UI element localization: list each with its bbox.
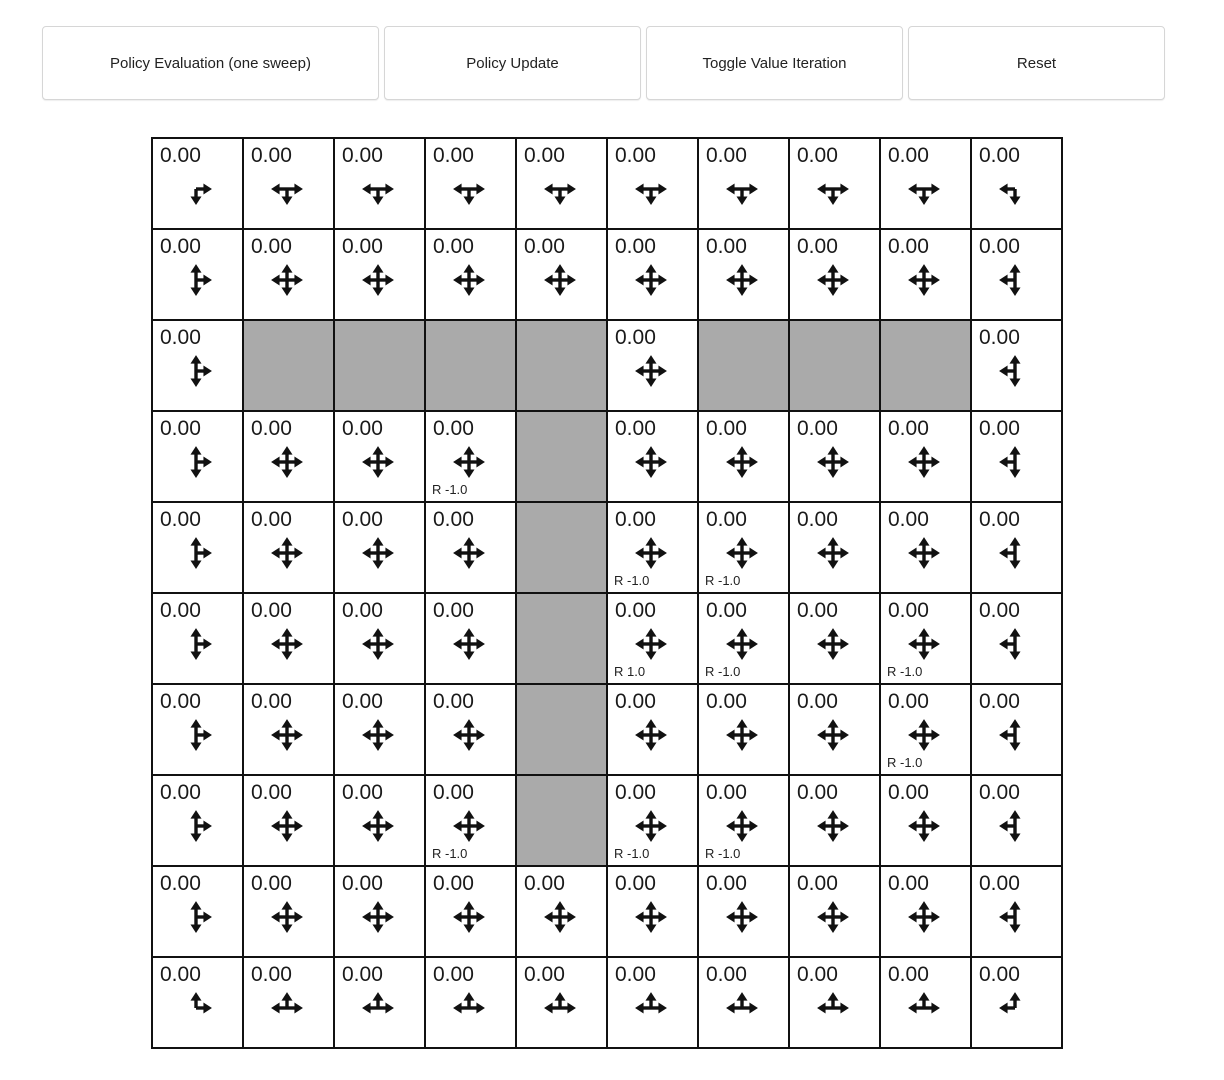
grid-cell[interactable]: [608, 321, 699, 412]
cell-value: 0.00: [433, 144, 474, 167]
grid-cell[interactable]: [335, 594, 426, 685]
grid-cell[interactable]: [790, 594, 881, 685]
grid-cell[interactable]: [972, 685, 1063, 776]
cell-value: 0.00: [797, 508, 838, 531]
grid-cell[interactable]: [244, 503, 335, 594]
cell-value: 0.00: [888, 963, 929, 986]
policy-arrows-icon: [998, 172, 1032, 206]
cell-value: 0.00: [251, 690, 292, 713]
policy-arrows-icon: [270, 900, 304, 934]
cell-value: 0.00: [160, 235, 201, 258]
policy-arrows-icon: [725, 536, 759, 570]
cell-value: 0.00: [160, 963, 201, 986]
policy-arrows-icon: [543, 172, 577, 206]
cell-value: 0.00: [342, 690, 383, 713]
policy-arrows-icon: [998, 263, 1032, 297]
policy-arrows-icon: [179, 354, 213, 388]
wall-cell: [517, 503, 608, 594]
grid-cell[interactable]: [972, 503, 1063, 594]
cell-value: 0.00: [615, 417, 656, 440]
policy-arrows-icon: [816, 172, 850, 206]
policy-arrows-icon: [816, 809, 850, 843]
cell-value: 0.00: [251, 599, 292, 622]
cell-value: 0.00: [797, 781, 838, 804]
grid-cell[interactable]: [699, 503, 790, 594]
grid-cell[interactable]: [699, 776, 790, 867]
cell-value: 0.00: [888, 781, 929, 804]
cell-value: 0.00: [160, 417, 201, 440]
grid-cell[interactable]: [699, 230, 790, 321]
policy-arrows-icon: [452, 536, 486, 570]
cell-reward: R 1.0: [614, 664, 646, 679]
grid-cell[interactable]: [153, 321, 244, 412]
policy-arrows-icon: [179, 809, 213, 843]
policy-arrows-icon: [270, 445, 304, 479]
policy-arrows-icon: [634, 627, 668, 661]
cell-value: 0.00: [160, 508, 201, 531]
policy-arrows-icon: [725, 900, 759, 934]
grid-cell[interactable]: [335, 958, 426, 1049]
cell-value: 0.00: [706, 235, 747, 258]
grid-cell[interactable]: [426, 958, 517, 1049]
policy-arrows-icon: [634, 809, 668, 843]
toolbar: [42, 26, 1165, 100]
grid-cell[interactable]: [244, 685, 335, 776]
policy-evaluation-button[interactable]: Policy Evaluation (one sweep): [42, 26, 379, 100]
cell-value: 0.00: [706, 781, 747, 804]
policy-arrows-icon: [907, 809, 941, 843]
grid-cell[interactable]: [699, 139, 790, 230]
policy-arrows-icon: [998, 718, 1032, 752]
wall-cell: [517, 685, 608, 776]
grid-cell[interactable]: [426, 230, 517, 321]
reset-button[interactable]: Reset: [908, 26, 1165, 100]
grid-cell[interactable]: [153, 685, 244, 776]
policy-arrows-icon: [907, 991, 941, 1025]
cell-value: 0.00: [251, 235, 292, 258]
grid-cell[interactable]: [699, 867, 790, 958]
cell-value: 0.00: [160, 690, 201, 713]
grid-cell[interactable]: [790, 139, 881, 230]
cell-value: 0.00: [979, 235, 1020, 258]
grid-cell[interactable]: [881, 412, 972, 503]
grid-cell[interactable]: [790, 685, 881, 776]
cell-reward: R -1.0: [432, 846, 468, 861]
cell-value: 0.00: [706, 872, 747, 895]
cell-value: 0.00: [251, 781, 292, 804]
policy-arrows-icon: [270, 718, 304, 752]
policy-arrows-icon: [270, 536, 304, 570]
cell-value: 0.00: [342, 963, 383, 986]
cell-value: 0.00: [524, 872, 565, 895]
gridworld-grid: [151, 137, 1063, 1049]
grid-cell[interactable]: [153, 594, 244, 685]
policy-arrows-icon: [725, 718, 759, 752]
cell-value: 0.00: [888, 235, 929, 258]
cell-value: 0.00: [524, 235, 565, 258]
cell-value: 0.00: [797, 963, 838, 986]
grid-cell[interactable]: [608, 412, 699, 503]
grid-cell[interactable]: [426, 776, 517, 867]
policy-arrows-icon: [998, 900, 1032, 934]
policy-arrows-icon: [361, 809, 395, 843]
wall-cell: [517, 321, 608, 412]
policy-arrows-icon: [543, 263, 577, 297]
policy-arrows-icon: [634, 900, 668, 934]
cell-value: 0.00: [433, 235, 474, 258]
cell-reward: R -1.0: [887, 664, 923, 679]
policy-arrows-icon: [816, 445, 850, 479]
policy-arrows-icon: [179, 991, 213, 1025]
policy-arrows-icon: [270, 991, 304, 1025]
policy-arrows-icon: [179, 627, 213, 661]
grid-cell[interactable]: [699, 594, 790, 685]
policy-arrows-icon: [907, 445, 941, 479]
cell-value: 0.00: [615, 235, 656, 258]
grid-cell[interactable]: [699, 958, 790, 1049]
policy-arrows-icon: [998, 991, 1032, 1025]
policy-arrows-icon: [452, 991, 486, 1025]
policy-arrows-icon: [816, 627, 850, 661]
policy-arrows-icon: [361, 263, 395, 297]
wall-cell: [426, 321, 517, 412]
cell-value: 0.00: [979, 690, 1020, 713]
policy-arrows-icon: [452, 718, 486, 752]
cell-value: 0.00: [342, 144, 383, 167]
grid-cell[interactable]: [699, 685, 790, 776]
policy-arrows-icon: [361, 536, 395, 570]
grid-cell[interactable]: [153, 139, 244, 230]
cell-value: 0.00: [979, 508, 1020, 531]
cell-value: 0.00: [615, 872, 656, 895]
cell-value: 0.00: [342, 781, 383, 804]
wall-cell: [699, 321, 790, 412]
cell-value: 0.00: [797, 690, 838, 713]
cell-value: 0.00: [615, 326, 656, 349]
cell-value: 0.00: [342, 417, 383, 440]
policy-arrows-icon: [452, 627, 486, 661]
policy-arrows-icon: [452, 445, 486, 479]
policy-arrows-icon: [634, 263, 668, 297]
cell-value: 0.00: [342, 872, 383, 895]
grid-cell[interactable]: [335, 503, 426, 594]
cell-reward: R -1.0: [432, 482, 468, 497]
grid-cell[interactable]: [517, 139, 608, 230]
cell-value: 0.00: [251, 508, 292, 531]
policy-arrows-icon: [179, 445, 213, 479]
cell-value: 0.00: [615, 781, 656, 804]
cell-value: 0.00: [979, 144, 1020, 167]
grid-cell[interactable]: [153, 503, 244, 594]
cell-value: 0.00: [706, 599, 747, 622]
grid-cell[interactable]: [426, 503, 517, 594]
grid-cell[interactable]: [790, 503, 881, 594]
policy-arrows-icon: [998, 809, 1032, 843]
cell-value: 0.00: [251, 417, 292, 440]
cell-value: 0.00: [706, 508, 747, 531]
grid-cell[interactable]: [972, 867, 1063, 958]
cell-reward: R -1.0: [887, 755, 923, 770]
cell-value: 0.00: [160, 872, 201, 895]
cell-value: 0.00: [888, 872, 929, 895]
policy-arrows-icon: [543, 991, 577, 1025]
cell-value: 0.00: [251, 872, 292, 895]
grid-cell[interactable]: [881, 503, 972, 594]
policy-arrows-icon: [452, 263, 486, 297]
cell-value: 0.00: [251, 144, 292, 167]
cell-value: 0.00: [342, 599, 383, 622]
policy-arrows-icon: [907, 263, 941, 297]
grid-cell[interactable]: [244, 139, 335, 230]
policy-arrows-icon: [816, 718, 850, 752]
policy-arrows-icon: [361, 718, 395, 752]
cell-value: 0.00: [797, 417, 838, 440]
cell-value: 0.00: [433, 781, 474, 804]
cell-value: 0.00: [615, 963, 656, 986]
grid-cell[interactable]: [517, 958, 608, 1049]
policy-arrows-icon: [452, 172, 486, 206]
grid-cell[interactable]: [608, 230, 699, 321]
cell-value: 0.00: [797, 235, 838, 258]
cell-value: 0.00: [433, 963, 474, 986]
wall-cell: [790, 321, 881, 412]
policy-arrows-icon: [907, 718, 941, 752]
wall-cell: [517, 412, 608, 503]
cell-reward: R -1.0: [614, 846, 650, 861]
cell-value: 0.00: [615, 144, 656, 167]
cell-value: 0.00: [797, 872, 838, 895]
policy-update-button[interactable]: Policy Update: [384, 26, 641, 100]
policy-arrows-icon: [179, 536, 213, 570]
policy-arrows-icon: [270, 627, 304, 661]
policy-arrows-icon: [179, 900, 213, 934]
policy-arrows-icon: [634, 718, 668, 752]
cell-value: 0.00: [706, 417, 747, 440]
policy-arrows-icon: [361, 627, 395, 661]
grid-cell[interactable]: [972, 958, 1063, 1049]
policy-arrows-icon: [725, 172, 759, 206]
grid-cell[interactable]: [881, 776, 972, 867]
grid-cell[interactable]: [244, 776, 335, 867]
grid-cell[interactable]: [881, 230, 972, 321]
cell-value: 0.00: [160, 599, 201, 622]
policy-arrows-icon: [816, 263, 850, 297]
grid-cell[interactable]: [972, 230, 1063, 321]
grid-cell[interactable]: [244, 958, 335, 1049]
cell-reward: R -1.0: [614, 573, 650, 588]
policy-arrows-icon: [907, 172, 941, 206]
cell-value: 0.00: [979, 781, 1020, 804]
cell-value: 0.00: [797, 144, 838, 167]
policy-arrows-icon: [998, 445, 1032, 479]
policy-arrows-icon: [634, 991, 668, 1025]
grid-cell[interactable]: [244, 594, 335, 685]
policy-arrows-icon: [634, 536, 668, 570]
grid-cell[interactable]: [426, 594, 517, 685]
cell-value: 0.00: [433, 690, 474, 713]
policy-arrows-icon: [725, 445, 759, 479]
policy-arrows-icon: [270, 809, 304, 843]
cell-value: 0.00: [706, 963, 747, 986]
grid-cell[interactable]: [972, 321, 1063, 412]
policy-arrows-icon: [179, 718, 213, 752]
policy-arrows-icon: [270, 263, 304, 297]
cell-value: 0.00: [433, 417, 474, 440]
policy-arrows-icon: [270, 172, 304, 206]
grid-cell[interactable]: [608, 867, 699, 958]
cell-value: 0.00: [979, 599, 1020, 622]
grid-cell[interactable]: [153, 776, 244, 867]
cell-value: 0.00: [979, 326, 1020, 349]
cell-value: 0.00: [251, 963, 292, 986]
grid-cell[interactable]: [517, 867, 608, 958]
grid-cell[interactable]: [335, 412, 426, 503]
policy-arrows-icon: [179, 172, 213, 206]
cell-value: 0.00: [615, 690, 656, 713]
cell-value: 0.00: [979, 963, 1020, 986]
policy-arrows-icon: [452, 900, 486, 934]
wall-cell: [881, 321, 972, 412]
grid-cell[interactable]: [790, 958, 881, 1049]
cell-value: 0.00: [888, 144, 929, 167]
grid-cell[interactable]: [881, 139, 972, 230]
policy-arrows-icon: [361, 172, 395, 206]
cell-value: 0.00: [706, 690, 747, 713]
policy-arrows-icon: [725, 809, 759, 843]
cell-value: 0.00: [615, 508, 656, 531]
grid-cell[interactable]: [608, 139, 699, 230]
policy-arrows-icon: [998, 627, 1032, 661]
cell-value: 0.00: [342, 235, 383, 258]
cell-value: 0.00: [524, 963, 565, 986]
grid-cell[interactable]: [335, 230, 426, 321]
grid-cell[interactable]: [972, 412, 1063, 503]
policy-arrows-icon: [361, 445, 395, 479]
cell-value: 0.00: [888, 690, 929, 713]
policy-arrows-icon: [816, 536, 850, 570]
policy-arrows-icon: [361, 900, 395, 934]
policy-arrows-icon: [907, 900, 941, 934]
policy-arrows-icon: [907, 627, 941, 661]
cell-value: 0.00: [342, 508, 383, 531]
policy-arrows-icon: [998, 354, 1032, 388]
cell-value: 0.00: [433, 599, 474, 622]
policy-arrows-icon: [452, 809, 486, 843]
grid-cell[interactable]: [335, 685, 426, 776]
grid-cell[interactable]: [608, 503, 699, 594]
grid-cell[interactable]: [699, 412, 790, 503]
grid-cell[interactable]: [608, 958, 699, 1049]
wall-cell: [335, 321, 426, 412]
policy-arrows-icon: [634, 354, 668, 388]
grid-cell[interactable]: [244, 867, 335, 958]
policy-arrows-icon: [725, 263, 759, 297]
cell-value: 0.00: [888, 599, 929, 622]
policy-arrows-icon: [725, 627, 759, 661]
grid-cell[interactable]: [153, 958, 244, 1049]
grid-cell[interactable]: [517, 230, 608, 321]
wall-cell: [244, 321, 335, 412]
grid-cell[interactable]: [608, 594, 699, 685]
policy-arrows-icon: [543, 900, 577, 934]
policy-arrows-icon: [634, 172, 668, 206]
cell-value: 0.00: [433, 508, 474, 531]
cell-value: 0.00: [433, 872, 474, 895]
grid-cell[interactable]: [335, 139, 426, 230]
grid-cell[interactable]: [244, 412, 335, 503]
grid-cell[interactable]: [790, 867, 881, 958]
grid-cell[interactable]: [790, 776, 881, 867]
policy-arrows-icon: [907, 536, 941, 570]
grid-cell[interactable]: [608, 776, 699, 867]
cell-value: 0.00: [615, 599, 656, 622]
grid-cell[interactable]: [153, 412, 244, 503]
grid-cell[interactable]: [608, 685, 699, 776]
wall-cell: [517, 776, 608, 867]
cell-value: 0.00: [524, 144, 565, 167]
grid-cell[interactable]: [335, 776, 426, 867]
cell-value: 0.00: [979, 417, 1020, 440]
cell-value: 0.00: [160, 326, 201, 349]
cell-reward: R -1.0: [705, 846, 741, 861]
cell-value: 0.00: [160, 781, 201, 804]
grid-cell[interactable]: [335, 867, 426, 958]
grid-cell[interactable]: [881, 685, 972, 776]
policy-arrows-icon: [179, 263, 213, 297]
grid-cell[interactable]: [790, 412, 881, 503]
grid-cell[interactable]: [881, 867, 972, 958]
grid-cell[interactable]: [972, 776, 1063, 867]
cell-value: 0.00: [797, 599, 838, 622]
cell-reward: R -1.0: [705, 573, 741, 588]
policy-arrows-icon: [725, 991, 759, 1025]
grid-cell[interactable]: [881, 958, 972, 1049]
policy-arrows-icon: [634, 445, 668, 479]
grid-cell[interactable]: [426, 867, 517, 958]
wall-cell: [517, 594, 608, 685]
policy-arrows-icon: [816, 900, 850, 934]
cell-reward: R -1.0: [705, 664, 741, 679]
cell-value: 0.00: [706, 144, 747, 167]
policy-arrows-icon: [816, 991, 850, 1025]
grid-cell[interactable]: [153, 230, 244, 321]
cell-value: 0.00: [979, 872, 1020, 895]
grid-cell[interactable]: [426, 139, 517, 230]
grid-cell[interactable]: [244, 230, 335, 321]
grid-cell[interactable]: [153, 867, 244, 958]
grid-cell[interactable]: [881, 594, 972, 685]
cell-value: 0.00: [888, 417, 929, 440]
grid-cell[interactable]: [972, 139, 1063, 230]
grid-cell[interactable]: [426, 685, 517, 776]
cell-value: 0.00: [888, 508, 929, 531]
grid-cell[interactable]: [426, 412, 517, 503]
grid-cell[interactable]: [790, 230, 881, 321]
grid-cell[interactable]: [972, 594, 1063, 685]
cell-value: 0.00: [160, 144, 201, 167]
policy-arrows-icon: [361, 991, 395, 1025]
toggle-value-iteration-button[interactable]: Toggle Value Iteration: [646, 26, 903, 100]
policy-arrows-icon: [998, 536, 1032, 570]
